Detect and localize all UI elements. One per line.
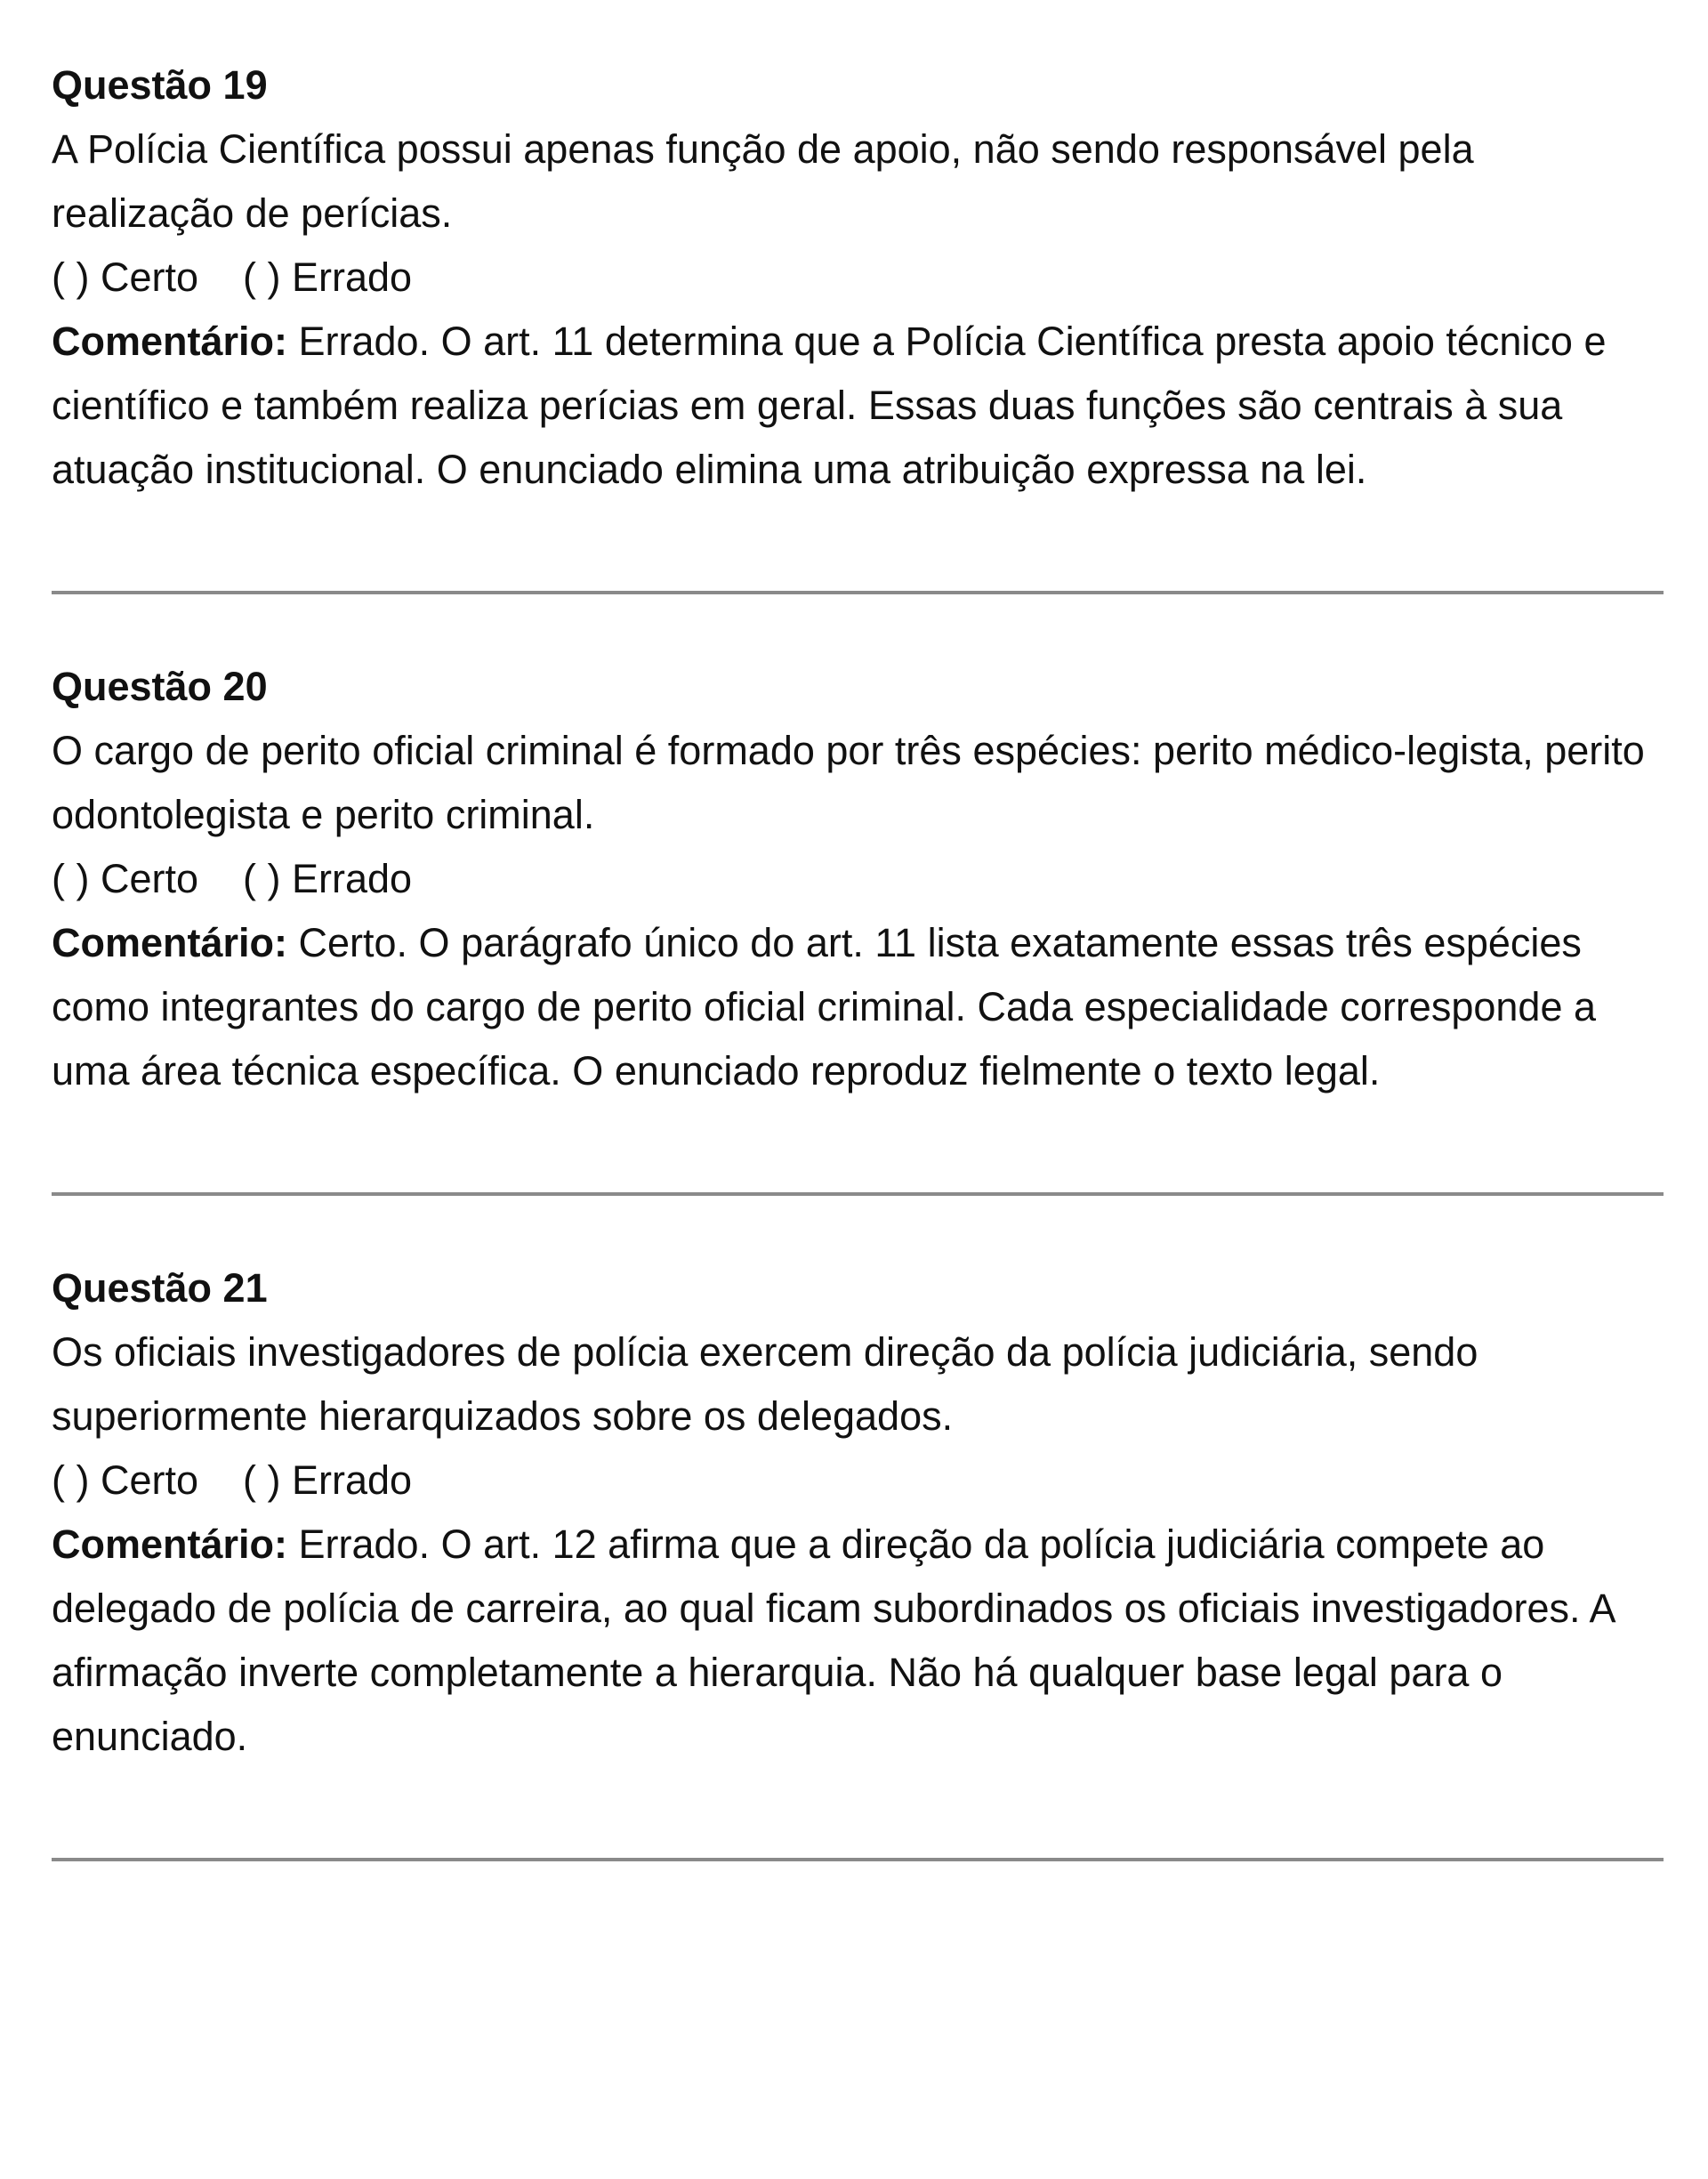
comment-label: Comentário: [52,920,288,965]
question-title: Questão 21 [52,1265,268,1311]
question-statement: Os oficiais investigadores de polícia exercem direção da polícia judiciária, sendo superiormente hierarquizados sobre os delegados. [52,1329,1478,1439]
question-statement: A Polícia Científica possui apenas função de apoio, não sendo responsável pela realização de perícias. [52,126,1474,236]
document-page [52,53,1664,1922]
comment-text: Certo. O parágrafo único do art. 11 lista exatamente essas três espécies como integrantes do cargo de perito oficial criminal. Cada especialidade corresponde a uma área técnica específica. O enunciado reproduz fielmente o texto legal. [52,920,1596,1094]
option-certo[interactable]: ( ) Certo [52,856,199,901]
answer-options [52,246,1664,310]
answer-options [52,1449,1664,1513]
comment [52,911,1664,1103]
divider [52,1192,1664,1196]
option-certo[interactable]: ( ) Certo [52,1457,199,1503]
question-20 [52,655,1664,1103]
question-title: Questão 19 [52,62,268,108]
comment [52,310,1664,502]
option-errado[interactable]: ( ) Errado [243,856,413,901]
comment-text: Errado. O art. 12 afirma que a direção da polícia judiciária compete ao delegado de polícia de carreira, ao qual ficam subordinados os oficiais investigadores. A afirmação inverte completamente a hierarquia. Não há qualquer base legal para o enunciado. [52,1521,1615,1759]
comment-label: Comentário: [52,319,288,364]
option-errado[interactable]: ( ) Errado [243,1457,413,1503]
comment-label: Comentário: [52,1521,288,1567]
question-statement: O cargo de perito oficial criminal é formado por três espécies: perito médico-legista, perito odontolegista e perito criminal. [52,728,1645,837]
option-certo[interactable]: ( ) Certo [52,254,199,300]
option-errado[interactable]: ( ) Errado [243,254,413,300]
question-title: Questão 20 [52,664,268,709]
divider [52,591,1664,594]
answer-options [52,847,1664,911]
comment [52,1513,1664,1769]
comment-text: Errado. O art. 11 determina que a Polícia Científica presta apoio técnico e científico e também realiza perícias em geral. Essas duas funções são centrais à sua atuação institucional. O enunciado elimina uma atribuição expressa na lei. [52,319,1607,492]
question-21 [52,1256,1664,1769]
question-19 [52,53,1664,502]
divider [52,1858,1664,1861]
